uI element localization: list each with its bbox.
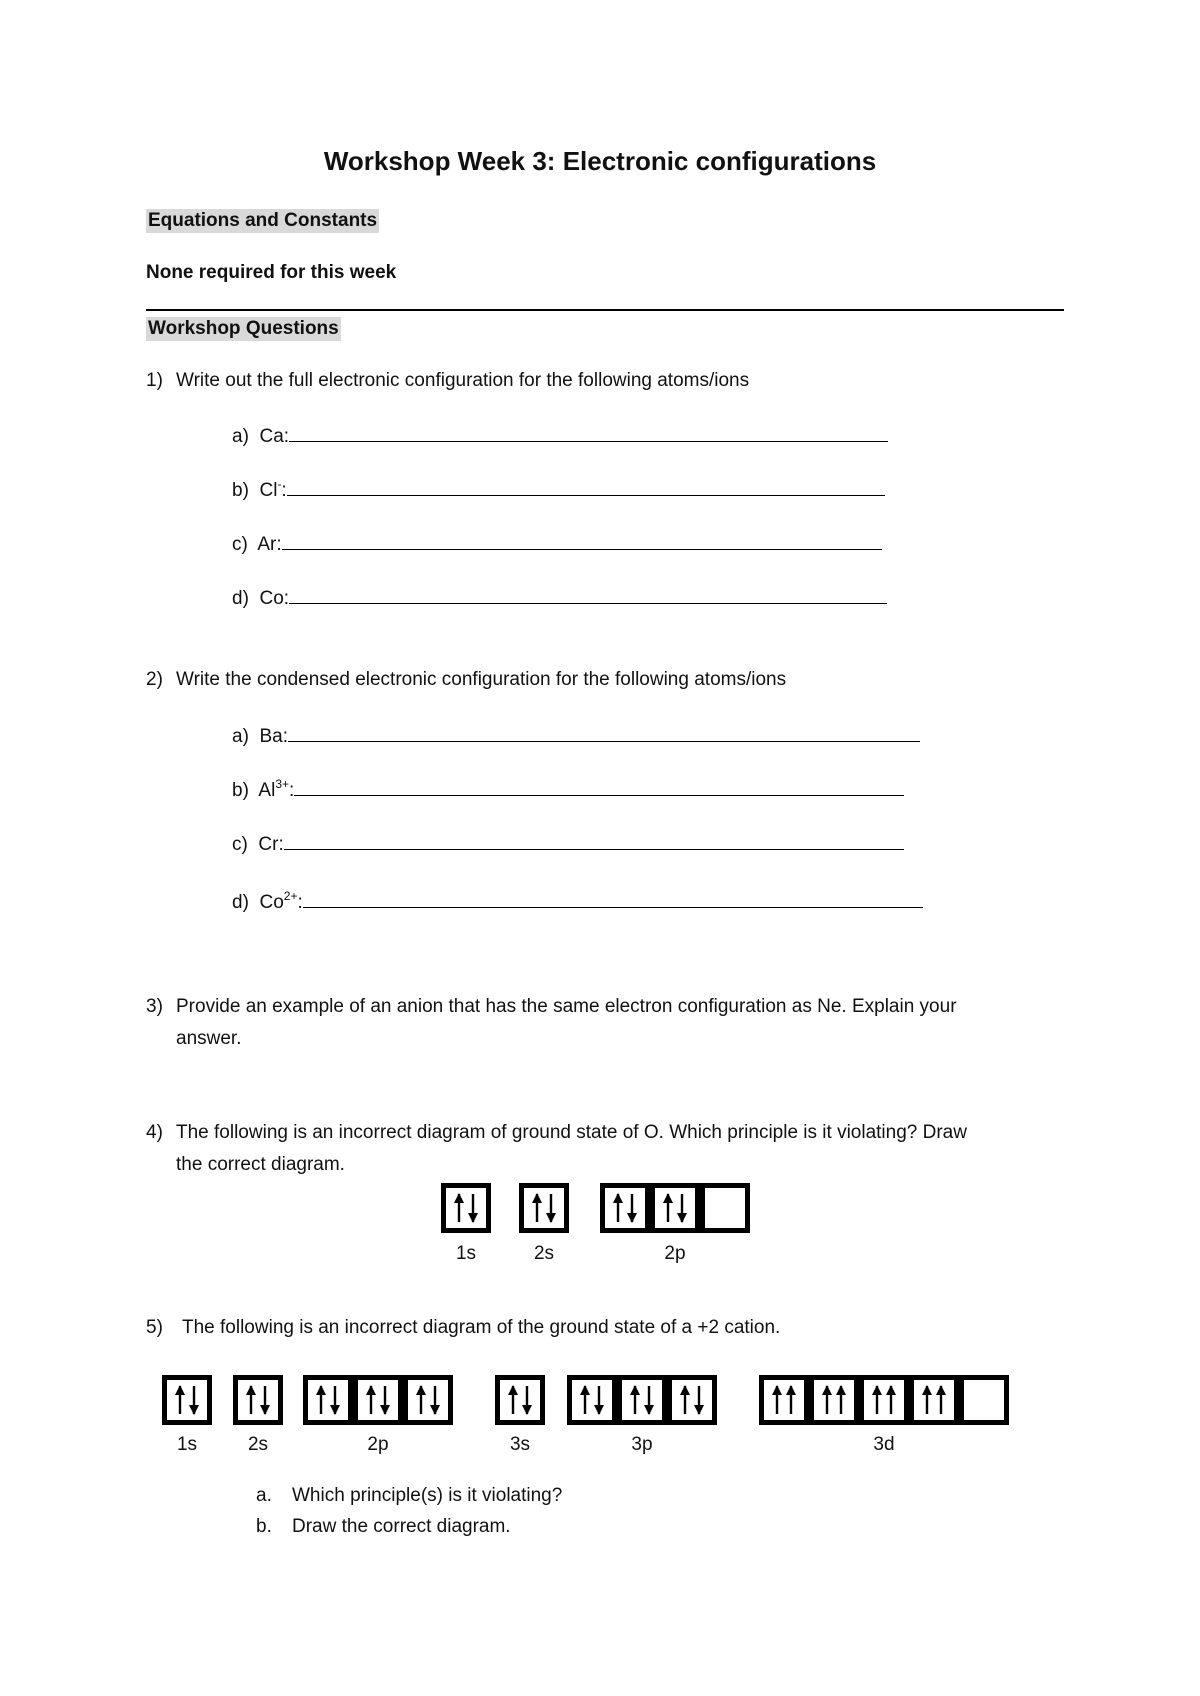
q2-item-d: d) $Co^{2+}$: <box>232 890 923 914</box>
q5-label-1s: 1s <box>176 1434 198 1455</box>
question-1-number: 1) <box>146 370 163 391</box>
q5-subquestion-b-label: b. <box>256 1516 272 1537</box>
q1-item-a-label: a) <box>232 426 249 447</box>
q2-item-c: c) Cr: <box>232 832 904 856</box>
q4-1s-box-1 <box>444 1186 489 1231</box>
q1-item-b-charge: - <box>277 476 282 491</box>
workshop-heading: Workshop Questions <box>148 318 339 339</box>
question-3-line-2: answer. <box>176 1028 242 1049</box>
q4-label-2p: 2p <box>664 1243 686 1264</box>
q2-item-b: b) $Al^{3+}$: <box>232 778 904 802</box>
page-title: Workshop Week 3: Electronic configurations <box>323 146 877 176</box>
q2-item-a: a) Ba: <box>232 724 920 748</box>
q2-item-a-label: a) <box>232 726 249 747</box>
q2-item-b-label: b) <box>232 780 249 801</box>
q2-item-d-label: d) <box>232 892 249 913</box>
q1-item-c-species: Ar <box>257 534 277 555</box>
q5-label-2p: 2p <box>367 1434 389 1455</box>
q5-label-3d: 3d <box>873 1434 895 1455</box>
question-2-number: 2) <box>146 669 163 690</box>
question-4-line-1: The following is an incorrect diagram of ground state of O. Which principle is it violating? Draw <box>176 1122 967 1143</box>
q2-item-c-species: Cr <box>258 834 279 855</box>
q1-item-c-label: c) <box>232 534 248 555</box>
question-3-number: 3) <box>146 996 163 1017</box>
question-4-line-2: the correct diagram. <box>176 1154 345 1175</box>
q2-item-d-species: Co <box>259 892 284 913</box>
q4-label-1s: 1s <box>455 1243 477 1264</box>
question-5-text: The following is an incorrect diagram of the ground state of a +2 cation. <box>182 1317 781 1338</box>
q1-item-c: c) Ar: <box>232 532 882 556</box>
q1-item-b-label: b) <box>232 480 249 501</box>
question-2-text: Write the condensed electronic configuration for the following atoms/ions <box>176 669 787 690</box>
q4-2p-box-3 <box>703 1186 748 1231</box>
q5-subquestion-a-text: Which principle(s) is it violating? <box>292 1485 563 1506</box>
q5-label-3p: 3p <box>631 1434 653 1455</box>
q5-subquestion-b-text: Draw the correct diagram. <box>292 1516 511 1537</box>
q1-item-d-species: Co <box>259 588 284 609</box>
question-5-number: 5) <box>146 1317 163 1338</box>
q1-item-a: a) Ca: <box>232 424 888 448</box>
question-4-number: 4) <box>146 1122 163 1143</box>
q2-item-d-charge: 2+ <box>283 888 298 903</box>
question-3-line-1: Provide an example of an anion that has the same electron configuration as Ne. Explain your <box>176 996 957 1017</box>
q1-item-d: d) Co: <box>232 586 887 610</box>
q1-item-b: b) Cl-: <box>232 478 885 502</box>
question-1-text: Write out the full electronic configuration for the following atoms/ions <box>176 370 750 391</box>
q5-label-2s: 2s <box>247 1434 269 1455</box>
q5-subquestion-a-label: a. <box>256 1485 272 1506</box>
q4-label-2s: 2s <box>533 1243 555 1264</box>
q5-label-3s: 3s <box>509 1434 531 1455</box>
q2-item-b-species: Al <box>258 780 276 801</box>
q4-2p-box-1 <box>603 1186 648 1231</box>
q4-2s-box-1 <box>522 1186 567 1231</box>
equations-heading: Equations and Constants <box>148 210 378 231</box>
equations-note: None required for this week <box>146 262 397 283</box>
q2-item-c-label: c) <box>232 834 248 855</box>
q2-item-a-species: Ba <box>259 726 283 747</box>
q2-item-b-charge: 3+ <box>275 776 290 791</box>
q4-2p-box-2 <box>653 1186 698 1231</box>
q1-item-a-species: Ca <box>259 426 284 447</box>
q1-item-d-label: d) <box>232 588 249 609</box>
q1-item-b-species: Cl <box>259 480 278 501</box>
